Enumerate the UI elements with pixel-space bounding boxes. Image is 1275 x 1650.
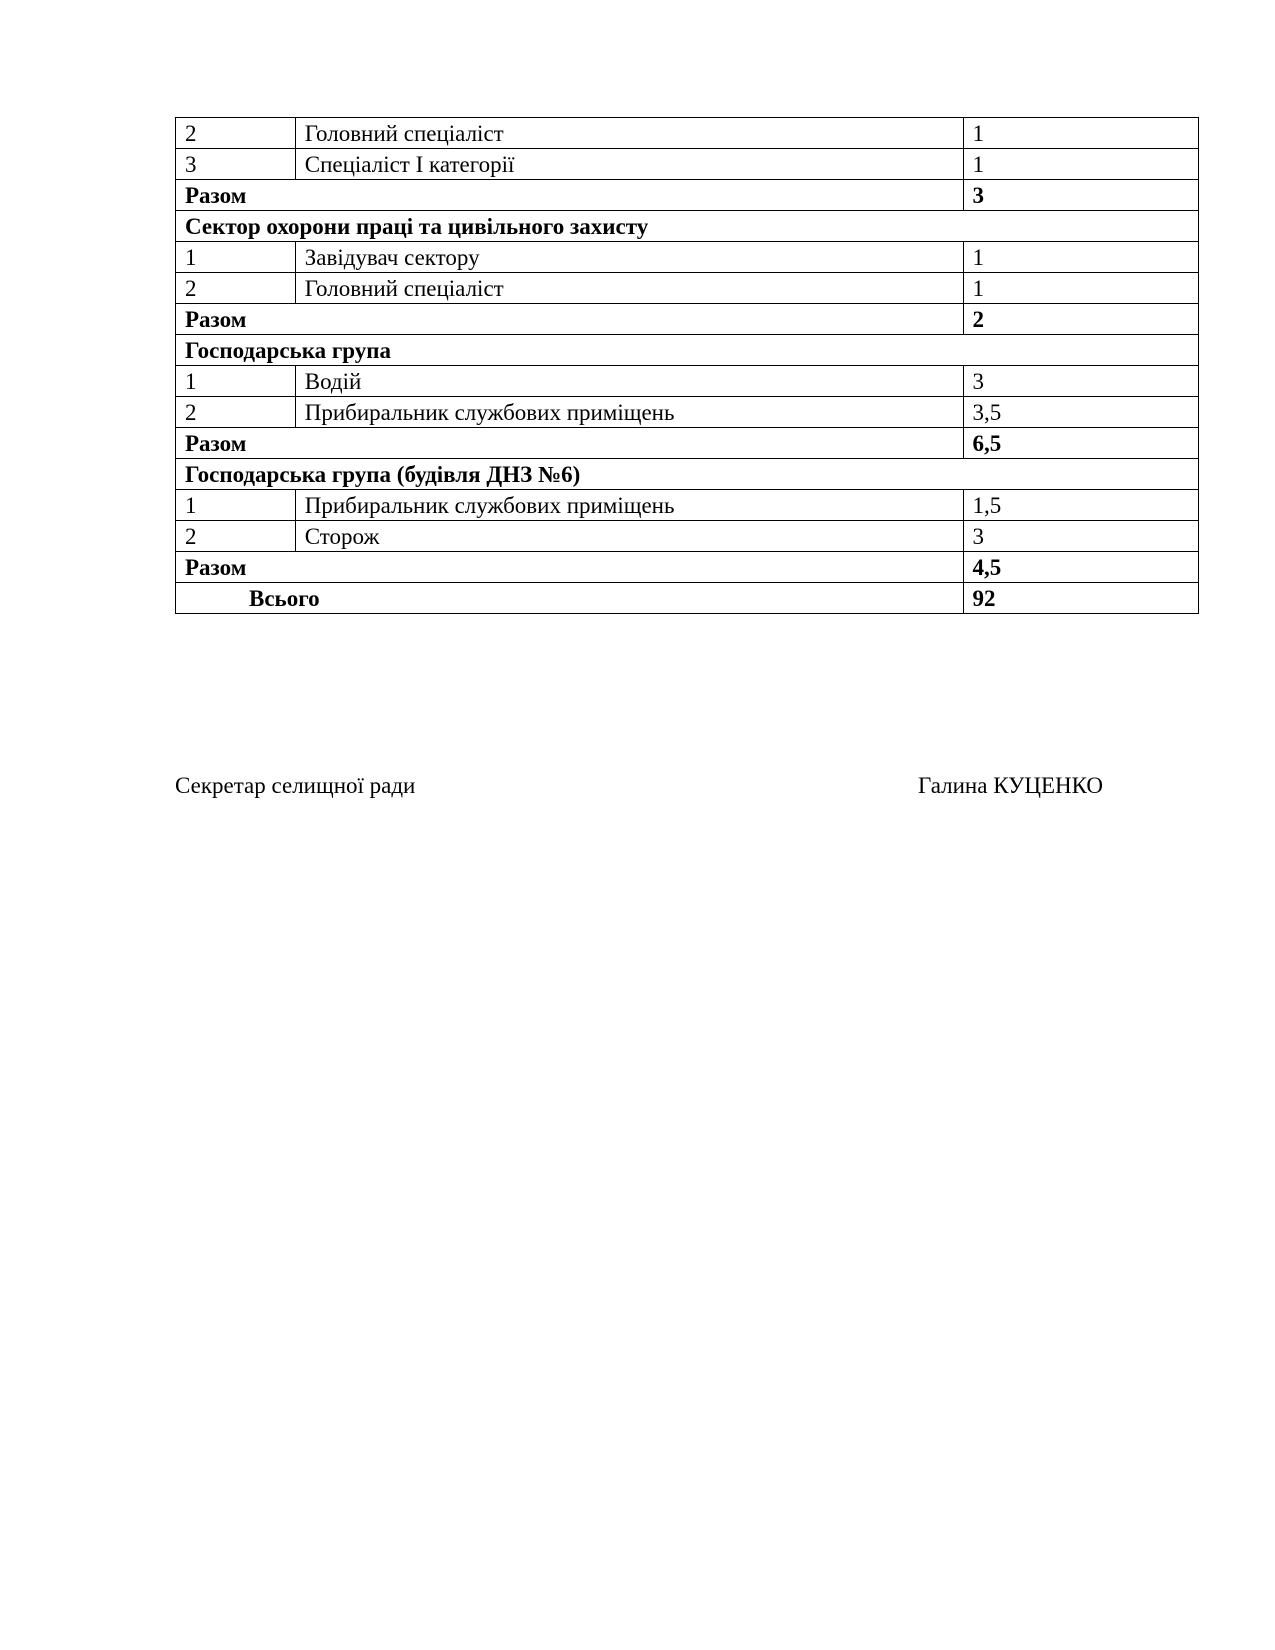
- staff-count: 3,5: [963, 397, 1198, 428]
- subtotal-label: Разом: [176, 180, 964, 211]
- subtotal-row: [176, 552, 1199, 583]
- subtotal-label: Разом: [176, 428, 964, 459]
- signatory-name: Галина КУЦЕНКО: [918, 773, 1103, 798]
- section-header-row: [176, 211, 1199, 242]
- grand-total-count: 92: [963, 583, 1198, 614]
- row-number: 2: [176, 118, 296, 149]
- row-number: 3: [176, 149, 296, 180]
- subtotal-row: [176, 180, 1199, 211]
- position-title: Сторож: [295, 521, 963, 552]
- staff-count: 1: [963, 242, 1198, 273]
- subtotal-label: Разом: [176, 304, 964, 335]
- row-number: 2: [176, 397, 296, 428]
- staff-count: 1,5: [963, 490, 1198, 521]
- subtotal-count: 4,5: [963, 552, 1198, 583]
- section-header-row: [176, 459, 1199, 490]
- row-number: 2: [176, 273, 296, 304]
- staff-count: 1: [963, 149, 1198, 180]
- staff-count: 3: [963, 366, 1198, 397]
- section-header-row: [176, 335, 1199, 366]
- row-number: 1: [176, 242, 296, 273]
- table-row: [176, 397, 1199, 428]
- staff-count: 1: [963, 118, 1198, 149]
- grand-total-label: Всього: [176, 583, 964, 614]
- subtotal-count: 3: [963, 180, 1198, 211]
- section-title: Господарська група (будівля ДНЗ №6): [176, 459, 1199, 490]
- table-row: [176, 521, 1199, 552]
- staff-count: 1: [963, 273, 1198, 304]
- section-title: Господарська група: [176, 335, 1199, 366]
- table-row: [176, 118, 1199, 149]
- subtotal-row: [176, 304, 1199, 335]
- table-row: [176, 273, 1199, 304]
- subtotal-count: 2: [963, 304, 1198, 335]
- position-title: Головний спеціаліст: [295, 273, 963, 304]
- position-title: Спеціаліст І категорії: [295, 149, 963, 180]
- row-number: 2: [176, 521, 296, 552]
- table-row: [176, 242, 1199, 273]
- position-title: Завідувач сектору: [295, 242, 963, 273]
- subtotal-label: Разом: [176, 552, 964, 583]
- signatory-position: Секретар селищної ради: [175, 773, 416, 798]
- position-title: Водій: [295, 366, 963, 397]
- staff-count: 3: [963, 521, 1198, 552]
- table-row: [176, 366, 1199, 397]
- subtotal-count: 6,5: [963, 428, 1198, 459]
- table-row: [176, 149, 1199, 180]
- subtotal-row: [176, 428, 1199, 459]
- position-title: Прибиральник службових приміщень: [295, 490, 963, 521]
- section-title: Сектор охорони праці та цивільного захисту: [176, 211, 1199, 242]
- grand-total-row: [176, 583, 1199, 614]
- position-title: Головний спеціаліст: [295, 118, 963, 149]
- table-row: [176, 490, 1199, 521]
- staffing-table: [175, 117, 1199, 614]
- position-title: Прибиральник службових приміщень: [295, 397, 963, 428]
- row-number: 1: [176, 490, 296, 521]
- row-number: 1: [176, 366, 296, 397]
